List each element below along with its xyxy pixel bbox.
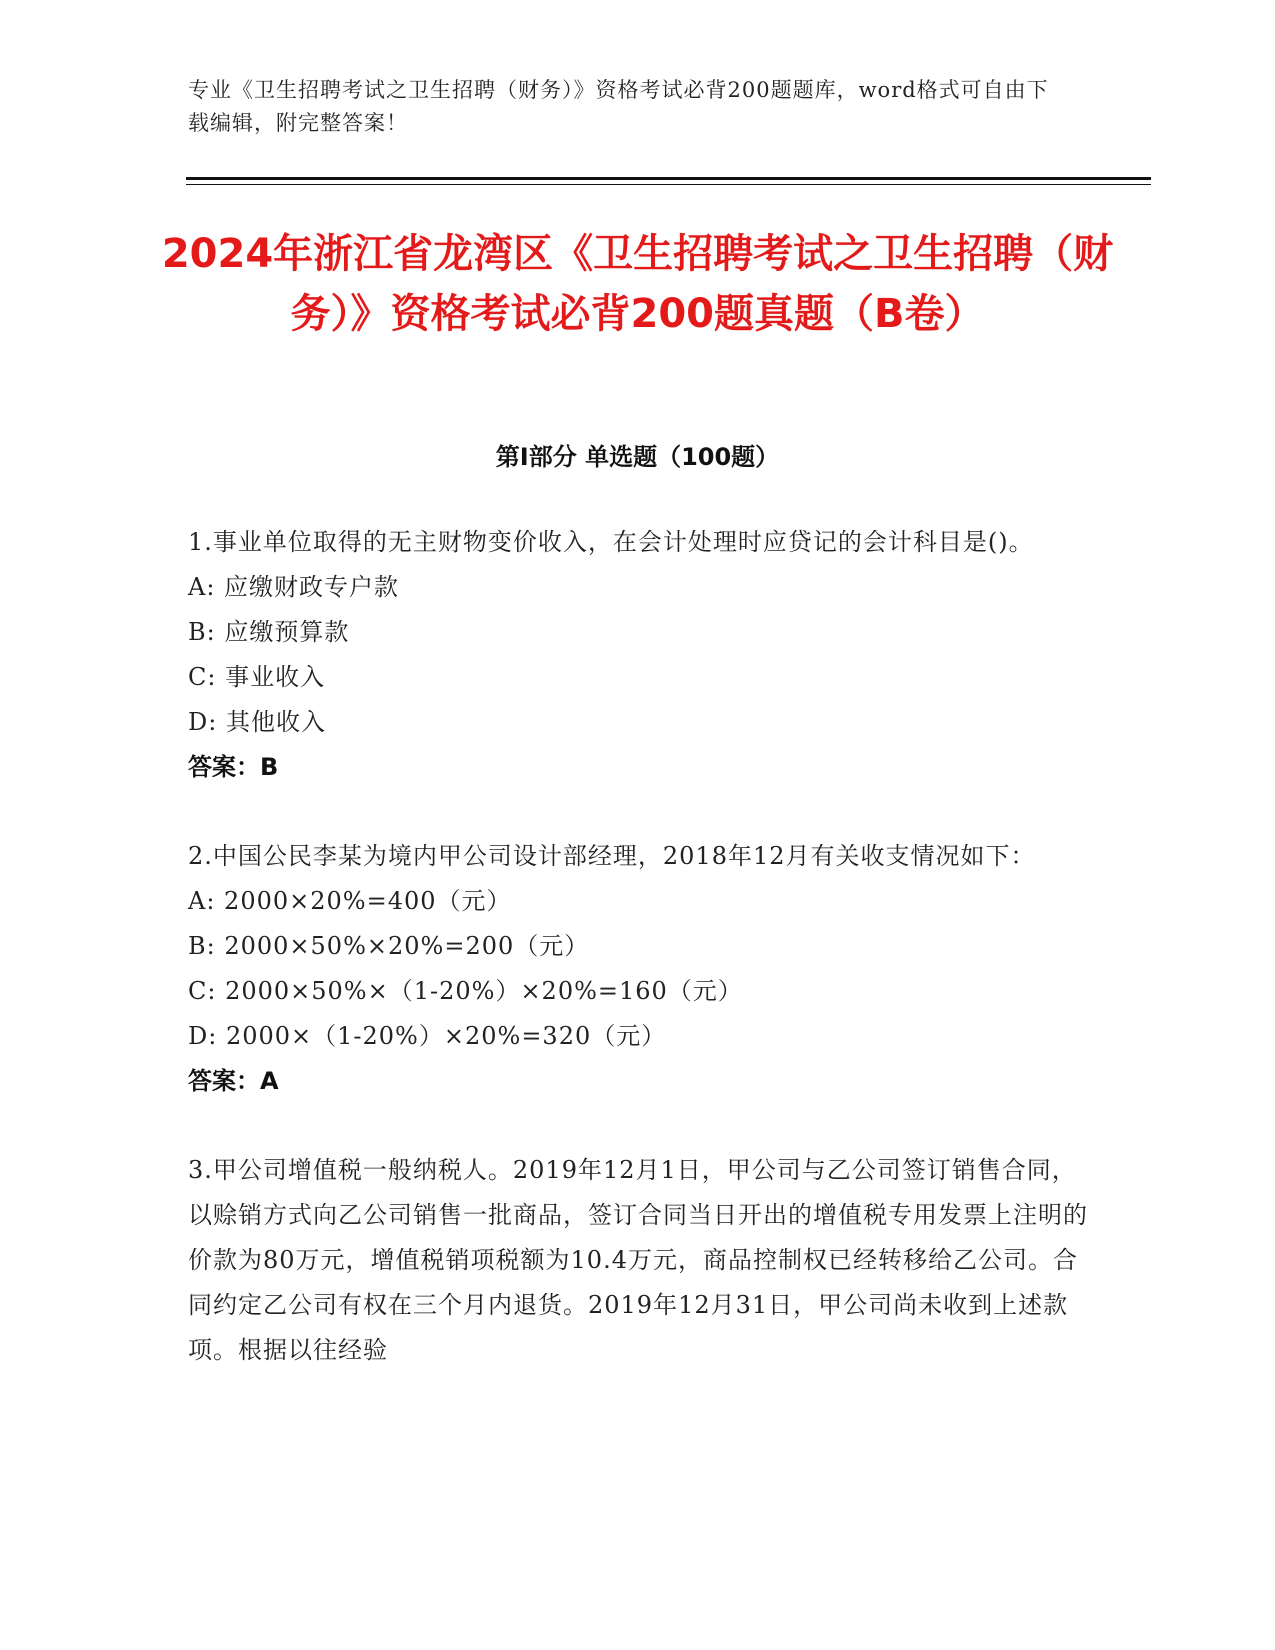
option-d: D: 2000×（1-20%）×20%=320（元） <box>188 1022 667 1050</box>
question-spacer <box>188 1104 1088 1148</box>
option-a: A: 应缴财政专户款 <box>188 573 400 601</box>
option-c: C: 事业收入 <box>188 663 326 691</box>
question-2 <box>188 834 1088 1104</box>
option-b: B: 应缴预算款 <box>188 618 350 646</box>
answer: 答案：B <box>188 753 279 781</box>
question-stem: 2.中国公民李某为境内甲公司设计部经理，2018年12月有关收支情况如下： <box>188 842 1036 870</box>
question-stem: 3.甲公司增值税一般纳税人。2019年12月1日，甲公司与乙公司签订销售合同，以赊销方式向乙公司销售一批商品，签订合同当日开出的增值税专用发票上注明的价款为80万元，增值税销项税额为10.4万元，商品控制权已经转移给乙公司。合同约定乙公司有权在三个月内退货。2019年12月31日，甲公司尚未收到上述款项。根据以往经验 <box>188 1156 1088 1364</box>
header-note: 专业《卫生招聘考试之卫生招聘（财务）》资格考试必背200题题库，word格式可自由下载编辑，附完整答案！ <box>188 78 1049 135</box>
answer: 答案：A <box>188 1067 279 1095</box>
option-c: C: 2000×50%×（1-20%）×20%=160（元） <box>188 977 743 1005</box>
section-heading: 第I部分 单选题（100题） <box>495 443 780 471</box>
question-3 <box>188 1148 1088 1373</box>
question-spacer <box>188 790 1088 834</box>
question-1 <box>188 520 1088 790</box>
document-title: 2024年浙江省龙湾区《卫生招聘考试之卫生招聘（财务）》资格考试必背200题真题（B卷） <box>161 231 1114 337</box>
option-a: A: 2000×20%=400（元） <box>188 887 512 915</box>
question-list <box>188 520 1088 1373</box>
question-stem: 1.事业单位取得的无主财物变价收入，在会计处理时应贷记的会计科目是()。 <box>188 528 1034 556</box>
option-b: B: 2000×50%×20%=200（元） <box>188 932 590 960</box>
header-rule-thick <box>186 177 1151 180</box>
header-rule-thin <box>186 184 1151 185</box>
option-d: D: 其他收入 <box>188 708 326 736</box>
